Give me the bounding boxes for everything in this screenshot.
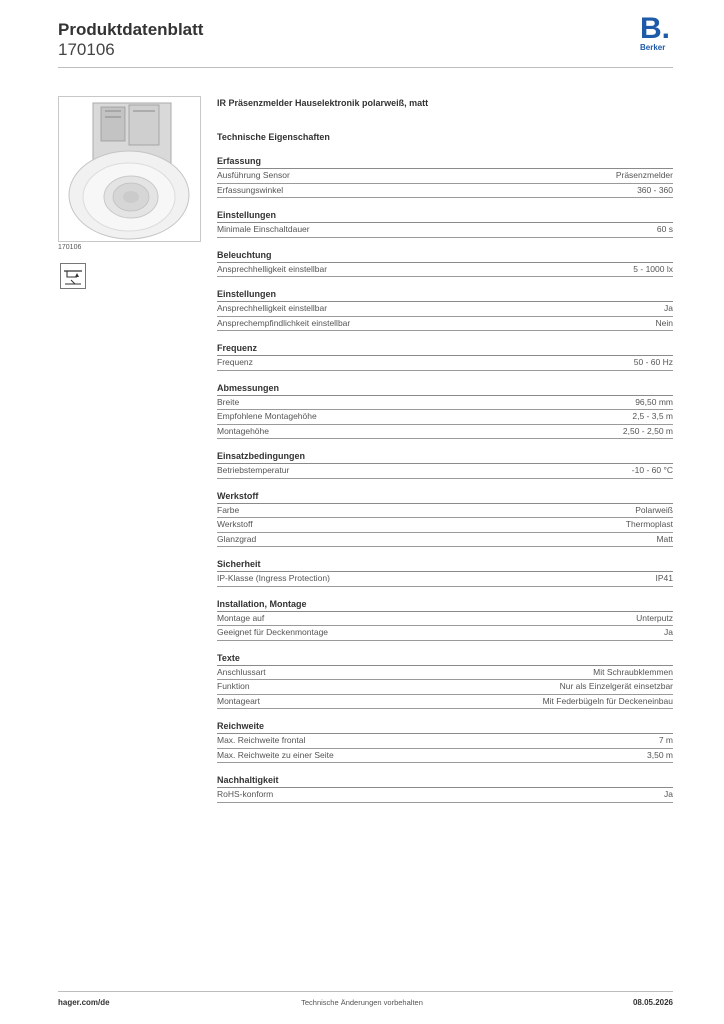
header-divider: [58, 67, 673, 68]
spec-label: Ansprechhelligkeit einstellbar: [217, 263, 328, 274]
ceiling-mount-icon: [60, 263, 86, 289]
spec-group-title: Frequenz: [217, 342, 673, 356]
spec-label: Montage auf: [217, 612, 265, 623]
spec-value: 50 - 60 Hz: [633, 357, 673, 367]
spec-group: [217, 450, 673, 479]
spec-value: Mit Schraubklemmen: [593, 666, 673, 677]
spec-row: [217, 223, 673, 238]
spec-groups: [217, 155, 673, 803]
spec-value: Ja: [664, 789, 673, 799]
spec-row: [217, 572, 673, 587]
spec-value: 3,50 m: [647, 749, 673, 760]
spec-group-title: Texte: [217, 652, 673, 666]
logo-letter: B.: [640, 12, 670, 45]
spec-value: IP41: [655, 573, 673, 583]
spec-row: [217, 184, 673, 199]
spec-row: [217, 464, 673, 479]
spec-group-title: Einstellungen: [217, 288, 673, 302]
product-name: IR Präsenzmelder Hauselektronik polarweiß, matt: [217, 98, 429, 108]
spec-label: Breite: [217, 396, 240, 407]
spec-row: [217, 749, 673, 764]
spec-group-title: Einstellungen: [217, 209, 673, 223]
footer-website[interactable]: hager.com/de: [58, 998, 110, 1007]
spec-label: Ausführung Sensor: [217, 170, 290, 180]
spec-label: Farbe: [217, 504, 240, 515]
spec-label: Betriebstemperatur: [217, 465, 290, 475]
spec-label: RoHS-konform: [217, 789, 274, 799]
spec-label: Max. Reichweite frontal: [217, 735, 306, 745]
spec-group: [217, 249, 673, 278]
spec-row: [217, 425, 673, 440]
spec-label: Montageart: [217, 695, 260, 706]
document-title: Produktdatenblatt: [58, 20, 204, 39]
image-caption: 170106: [58, 244, 82, 251]
spec-label: Empfohlene Montagehöhe: [217, 411, 317, 421]
spec-value: 360 - 360: [637, 184, 673, 195]
spec-value: 60 s: [656, 224, 673, 234]
spec-value: Nein: [655, 317, 673, 328]
berker-logo: [640, 12, 676, 54]
spec-label: Minimale Einschaltdauer: [217, 224, 310, 234]
spec-row: [217, 302, 673, 317]
spec-value: 96,50 mm: [635, 396, 673, 407]
spec-row: [217, 169, 673, 184]
spec-value: 5 - 1000 lx: [633, 263, 673, 274]
spec-label: Geeignet für Deckenmontage: [217, 627, 329, 637]
spec-label: Funktion: [217, 681, 250, 691]
spec-value: Nur als Einzelgerät einsetzbar: [559, 681, 673, 691]
spec-group-title: Reichweite: [217, 720, 673, 734]
spec-label: Frequenz: [217, 357, 253, 367]
spec-group-title: Sicherheit: [217, 558, 673, 572]
spec-label: Erfassungswinkel: [217, 184, 284, 195]
spec-group: [217, 652, 673, 710]
spec-row: [217, 504, 673, 519]
spec-value: Ja: [664, 627, 673, 637]
spec-group-title: Erfassung: [217, 155, 673, 169]
spec-group: [217, 209, 673, 238]
spec-value: 7 m: [658, 735, 673, 745]
spec-label: Anschlussart: [217, 666, 266, 677]
spec-value: Präsenzmelder: [615, 170, 673, 180]
spec-row: [217, 695, 673, 710]
spec-group: [217, 774, 673, 803]
spec-group: [217, 382, 673, 440]
document-number: 170106: [58, 40, 115, 59]
footer-notice: Technische Änderungen vorbehalten: [301, 998, 423, 1007]
spec-group: [217, 558, 673, 587]
spec-group: [217, 288, 673, 331]
specs-heading: Technische Eigenschaften: [217, 132, 330, 142]
spec-row: [217, 396, 673, 411]
spec-row: [217, 666, 673, 681]
spec-group: [217, 720, 673, 763]
spec-label: Max. Reichweite zu einer Seite: [217, 749, 334, 760]
spec-label: Ansprechhelligkeit einstellbar: [217, 303, 328, 313]
spec-value: 2,50 - 2,50 m: [622, 425, 673, 436]
spec-label: Glanzgrad: [217, 533, 257, 544]
spec-row: [217, 263, 673, 278]
spec-row: [217, 533, 673, 548]
logo-name: Berker: [640, 43, 666, 52]
spec-row: [217, 788, 673, 803]
spec-group: [217, 490, 673, 548]
product-image: [58, 96, 201, 242]
specifications-panel: [217, 96, 673, 803]
spec-group-title: Abmessungen: [217, 382, 673, 396]
footer-date: 08.05.2026: [632, 998, 673, 1007]
spec-group: [217, 155, 673, 198]
spec-label: Ansprechempfindlichkeit einstellbar: [217, 317, 351, 328]
spec-value: Ja: [664, 303, 673, 313]
spec-value: Unterputz: [636, 612, 673, 623]
spec-group-title: Installation, Montage: [217, 598, 673, 612]
spec-row: [217, 626, 673, 641]
spec-row: [217, 410, 673, 425]
spec-label: IP-Klasse (Ingress Protection): [217, 573, 330, 583]
spec-row: [217, 518, 673, 533]
spec-value: Matt: [656, 533, 673, 544]
spec-group-title: Werkstoff: [217, 490, 673, 504]
spec-row: [217, 680, 673, 695]
spec-row: [217, 734, 673, 749]
spec-value: -10 - 60 °C: [631, 465, 673, 475]
spec-row: [217, 356, 673, 371]
spec-row: [217, 317, 673, 332]
spec-group-title: Einsatzbedingungen: [217, 450, 673, 464]
footer-divider: [58, 991, 673, 992]
spec-group: [217, 598, 673, 641]
spec-label: Werkstoff: [217, 519, 253, 529]
page-header: [58, 20, 203, 60]
spec-group: [217, 342, 673, 371]
spec-row: [217, 612, 673, 627]
spec-value: Thermoplast: [625, 519, 673, 529]
spec-value: 2,5 - 3,5 m: [632, 411, 673, 421]
spec-value: Polarweiß: [635, 504, 673, 515]
spec-label: Montagehöhe: [217, 425, 269, 436]
spec-group-title: Nachhaltigkeit: [217, 774, 673, 788]
spec-group-title: Beleuchtung: [217, 249, 673, 263]
spec-value: Mit Federbügeln für Deckeneinbau: [542, 695, 673, 706]
